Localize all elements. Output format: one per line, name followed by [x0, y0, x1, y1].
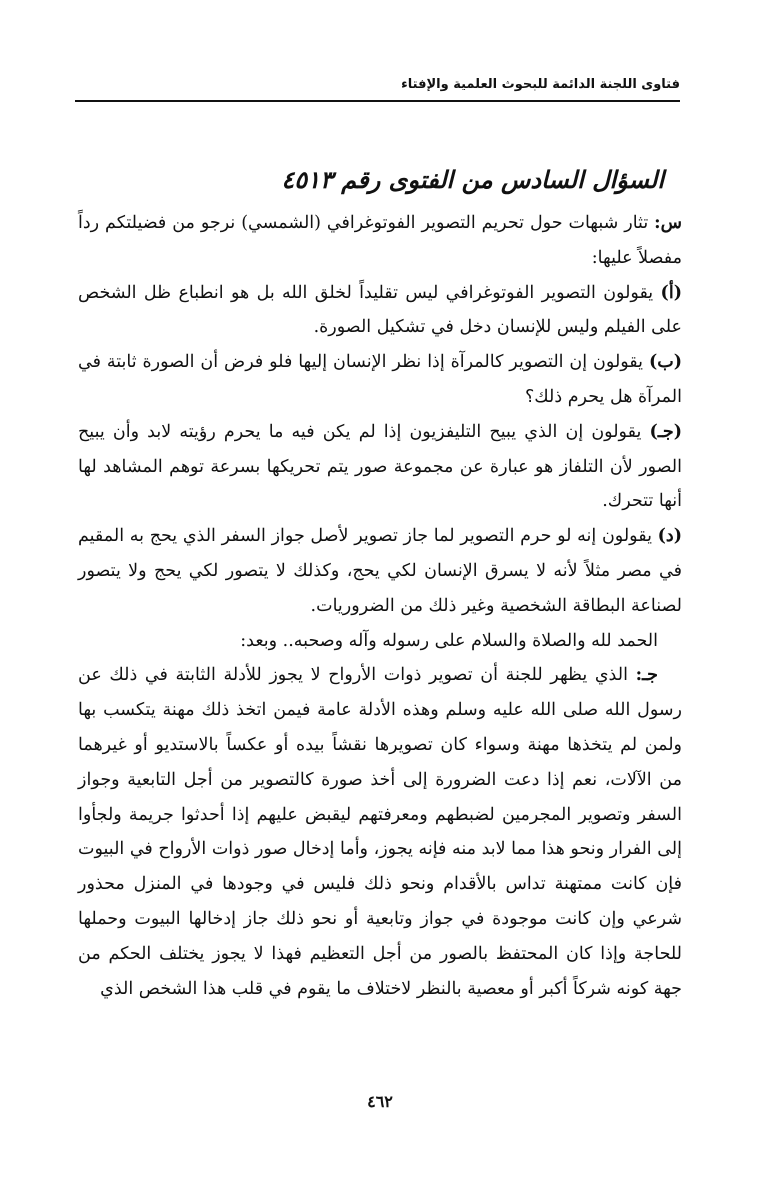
paragraph-question — [78, 206, 682, 276]
page-number: ٤٦٢ — [367, 1092, 393, 1111]
paragraph-text: يقولون إن الذي يبيح التليفزيون إذا لم يكن فيه ما يحرم رؤيته لابد وأن يبيح الصور لأن التلفاز هو عبارة عن مجموعة صور يتم تحريكها بسرعة توهم المشاهد لها أنها تتحرك. — [78, 421, 682, 512]
paragraph-point-c — [78, 415, 682, 519]
question-title: السؤال السادس من الفتوى رقم ٤٥١٣ — [281, 165, 664, 194]
paragraph-answer — [78, 658, 682, 1006]
paragraph-label: (أ) — [660, 282, 682, 303]
paragraph-label: (د) — [657, 526, 682, 547]
paragraph-label: (ب) — [648, 352, 682, 373]
paragraph-text: الحمد لله والصلاة والسلام على رسوله وآله وصحبه.. وبعد: — [240, 630, 658, 651]
body-text — [78, 206, 682, 1006]
paragraph-label: جـ: — [635, 665, 658, 686]
running-header: فتاوى اللجنة الدائمة للبحوث العلمية والإفتاء — [75, 74, 680, 102]
paragraph-label: (جـ) — [649, 421, 682, 442]
paragraph-opening-praise — [78, 624, 682, 659]
paragraph-point-d — [78, 519, 682, 623]
paragraph-text: الذي يظهر للجنة أن تصوير ذوات الأرواح لا يجوز للأدلة الثابتة في ذلك عن رسول الله صلى الله عليه وسلم وهذه الأدلة عامة فيمن اتخذ ذلك مهنة يتكسب بها ولمن لم يتخذها مهنة وسواء كان تصويرها نقشاً بيده أو عكساً بالاستديو أو غيرهما من الآلات، نعم إذا دعت الضرورة إلى أخذ صورة كالتصوير من أجل التابعية وجواز السفر وتصوير المجرمين لضبطهم ومعرفتهم ليقبض عليهم إذا أحدثوا جريمة ولجأوا إلى الفرار ونحو هذا مما لابد منه فإنه يجوز، وأما إدخال صور ذوات الأرواح في البيوت فإن كانت ممتهنة تداس بالأقدام ونحو ذلك فليس في وجودها في المنزل محذور شرعي وإن كانت موجودة في جواز وتابعية أو نحو ذلك جاز إدخالها البيوت وحملها للحاجة وإذا كان المحتفظ بالصور من أجل التعظيم فهذا لا يجوز يختلف الحكم من جهة كونه شركاً أكبر أو معصية بالنظر لاختلاف ما يقوم في قلب هذا الشخص الذي — [78, 665, 682, 999]
paragraph-label: س: — [654, 213, 682, 233]
paragraph-text: يقولون التصوير الفوتوغرافي ليس تقليداً لخلق الله بل هو انطباع ظل الشخص على الفيلم وليس للإنسان دخل في تشكيل الصورة. — [78, 282, 682, 338]
paragraph-text: يقولون إنه لو حرم التصوير لما جاز تصوير لأصل جواز السفر الذي يحج به المقيم في مصر مثلاً لأنه لا يسرق الإنسان لكي يحج، وكذلك لا يتصور لكي يحج ولا يتصور لصناعة البطاقة الشخصية وغير ذلك من الضروريات. — [78, 526, 682, 616]
paragraph-point-a — [78, 276, 682, 346]
paragraph-point-b — [78, 345, 682, 415]
paragraph-text: تثار شبهات حول تحريم التصوير الفوتوغرافي (الشمسي) نرجو من فضيلتكم رداً مفصلاً عليها: — [78, 213, 682, 268]
paragraph-text: يقولون إن التصوير كالمرآة إذا نظر الإنسان إليها فلو فرض أن الصورة ثابتة في المرآة هل يحرم ذلك؟ — [78, 352, 682, 407]
